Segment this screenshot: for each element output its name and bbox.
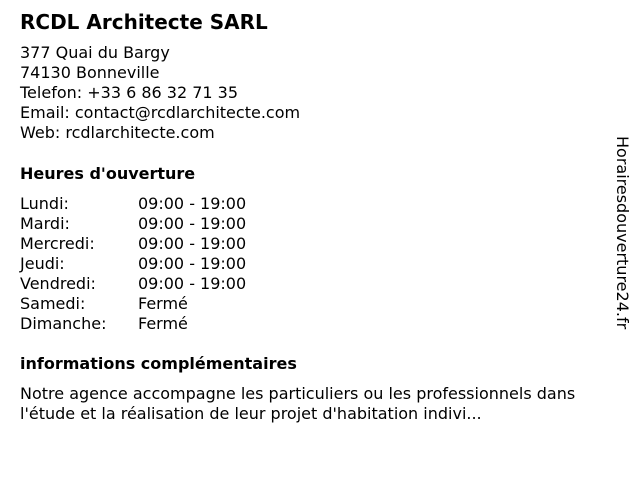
- email-address: Email: contact@rcdlarchitecte.com: [20, 103, 301, 122]
- hours-row-tuesday: [20, 214, 246, 234]
- day-label: Vendredi:: [20, 274, 96, 293]
- info-heading: informations complémentaires: [20, 354, 297, 373]
- day-hours: 09:00 - 19:00: [138, 234, 247, 253]
- hours-heading: Heures d'ouverture: [20, 164, 196, 183]
- hours-row-friday: [20, 274, 246, 294]
- day-hours: 09:00 - 19:00: [138, 194, 247, 213]
- info-description: Notre agence accompagne les particuliers ou les professionnels dans l'étude et la réalisation de leur projet d'habitation indivi...: [20, 384, 576, 423]
- website: Web: rcdlarchitecte.com: [20, 123, 215, 142]
- day-label: Mercredi:: [20, 234, 95, 253]
- hours-row-monday: [20, 194, 246, 214]
- day-label: Mardi:: [20, 214, 70, 233]
- hours-table: [20, 194, 246, 334]
- address-city: 74130 Bonneville: [20, 63, 160, 82]
- hours-row-saturday: [20, 294, 246, 314]
- day-label: Lundi:: [20, 194, 69, 213]
- phone-number: Telefon: +33 6 86 32 71 35: [20, 83, 239, 102]
- hours-row-thursday: [20, 254, 246, 274]
- address-street: 377 Quai du Bargy: [20, 43, 170, 62]
- day-label: Dimanche:: [20, 314, 107, 333]
- day-hours: 09:00 - 19:00: [138, 254, 247, 273]
- day-hours: 09:00 - 19:00: [138, 214, 247, 233]
- business-name: RCDL Architecte SARL: [20, 10, 268, 34]
- day-label: Samedi:: [20, 294, 86, 313]
- contact-block: [20, 43, 300, 143]
- day-hours: Fermé: [138, 314, 188, 333]
- day-label: Jeudi:: [20, 254, 65, 273]
- site-watermark: Horairesdouverture24.fr: [613, 136, 632, 330]
- day-hours: 09:00 - 19:00: [138, 274, 247, 293]
- hours-row-sunday: [20, 314, 246, 334]
- day-hours: Fermé: [138, 294, 188, 313]
- hours-row-wednesday: [20, 234, 246, 254]
